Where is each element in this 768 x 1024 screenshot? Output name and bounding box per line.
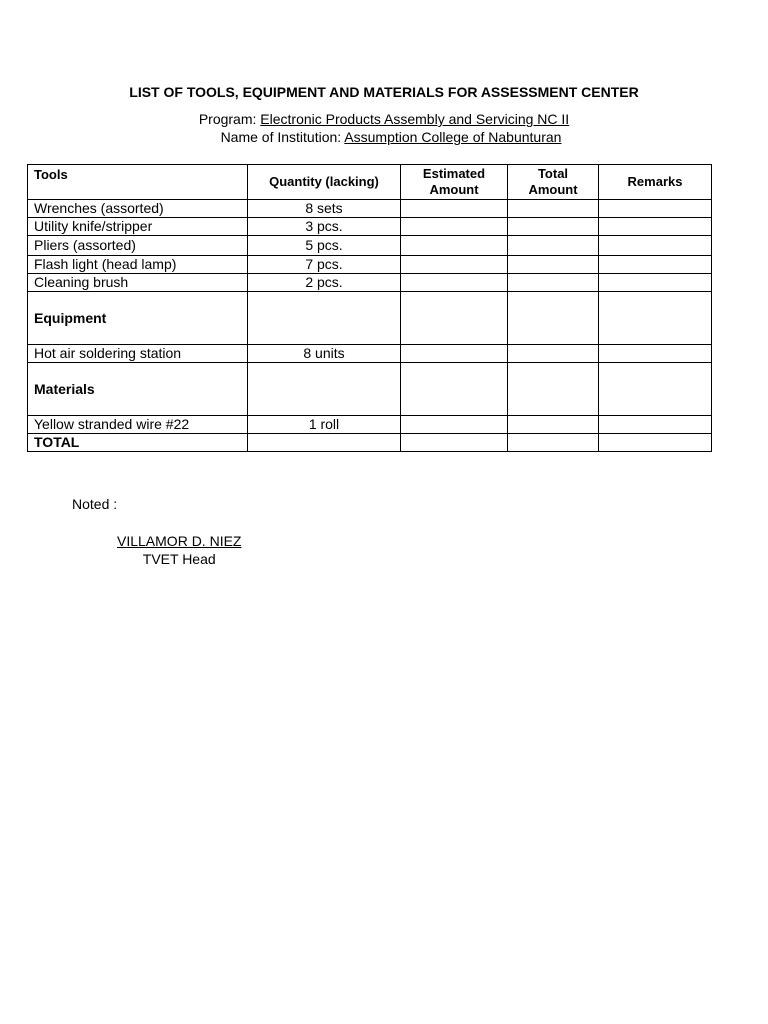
remarks-cell: [599, 236, 712, 256]
tool-name: Wrenches (assorted): [28, 200, 248, 218]
document-title: LIST OF TOOLS, EQUIPMENT AND MATERIALS FOR ASSESSMENT CENTER: [129, 84, 639, 100]
total-amount-cell: [508, 416, 599, 434]
estimated-amount-cell: [401, 274, 508, 292]
tool-quantity: 3 pcs.: [248, 218, 401, 236]
material-quantity: 1 roll: [248, 416, 401, 434]
materials-section-row: [28, 363, 712, 416]
remarks-cell: [599, 200, 712, 218]
header-total-amount: Total Amount: [508, 165, 599, 200]
table-header-row: [28, 165, 712, 200]
equipment-name: Hot air soldering station: [28, 345, 248, 363]
remarks-cell: [599, 218, 712, 236]
noted-label: Noted :: [72, 496, 118, 512]
institution-label: Name of Institution:: [220, 129, 345, 145]
tool-name: Utility knife/stripper: [28, 218, 248, 236]
table-row: [28, 200, 712, 218]
table-row: [28, 256, 712, 274]
estimated-amount-cell: [401, 434, 508, 452]
quantity-cell: [248, 434, 401, 452]
quantity-cell: [248, 292, 401, 345]
tool-quantity: 5 pcs.: [248, 236, 401, 256]
total-amount-cell: [508, 345, 599, 363]
remarks-cell: [599, 363, 712, 416]
total-amount-cell: [508, 200, 599, 218]
remarks-cell: [599, 416, 712, 434]
total-amount-cell: [508, 236, 599, 256]
total-amount-cell: [508, 363, 599, 416]
tool-name: Pliers (assorted): [28, 236, 248, 256]
header-quantity: Quantity (lacking): [248, 165, 401, 200]
total-amount-cell: [508, 218, 599, 236]
program-line: [0, 111, 768, 127]
items-table: [27, 164, 712, 452]
total-row: [28, 434, 712, 452]
estimated-amount-cell: [401, 256, 508, 274]
estimated-amount-cell: [401, 416, 508, 434]
equipment-section-row: [28, 292, 712, 345]
table-row: [28, 416, 712, 434]
tool-name: Flash light (head lamp): [28, 256, 248, 274]
header-estimated-amount: Estimated Amount: [401, 165, 508, 200]
program-value: Electronic Products Assembly and Servicing NC II: [260, 111, 570, 127]
tool-quantity: 7 pcs.: [248, 256, 401, 274]
remarks-cell: [599, 256, 712, 274]
estimated-amount-cell: [401, 345, 508, 363]
institution-value: Assumption College of Nabunturan: [344, 129, 562, 145]
estimated-amount-cell: [401, 236, 508, 256]
total-amount-cell: [508, 256, 599, 274]
equipment-heading: Equipment: [28, 292, 248, 345]
table-row: [28, 274, 712, 292]
quantity-cell: [248, 363, 401, 416]
header-tools: Tools: [28, 165, 248, 200]
total-amount-cell: [508, 434, 599, 452]
estimated-amount-cell: [401, 363, 508, 416]
table-row: [28, 236, 712, 256]
table-row: [28, 218, 712, 236]
material-name: Yellow stranded wire #22: [28, 416, 248, 434]
remarks-cell: [599, 292, 712, 345]
estimated-amount-cell: [401, 200, 508, 218]
remarks-cell: [599, 434, 712, 452]
remarks-cell: [599, 274, 712, 292]
total-amount-cell: [508, 292, 599, 345]
tool-quantity: 2 pcs.: [248, 274, 401, 292]
institution-line: [0, 129, 768, 145]
total-label: TOTAL: [28, 434, 248, 452]
table-row: [28, 345, 712, 363]
signatory-title: TVET Head: [142, 551, 216, 567]
equipment-quantity: 8 units: [248, 345, 401, 363]
estimated-amount-cell: [401, 218, 508, 236]
tool-quantity: 8 sets: [248, 200, 401, 218]
signatory-name: VILLAMOR D. NIEZ: [117, 533, 242, 549]
tool-name: Cleaning brush: [28, 274, 248, 292]
signatory-block: [117, 532, 241, 568]
remarks-cell: [599, 345, 712, 363]
estimated-amount-cell: [401, 292, 508, 345]
total-amount-cell: [508, 274, 599, 292]
program-label: Program:: [198, 111, 261, 127]
header-remarks: Remarks: [599, 165, 712, 200]
materials-heading: Materials: [28, 363, 248, 416]
